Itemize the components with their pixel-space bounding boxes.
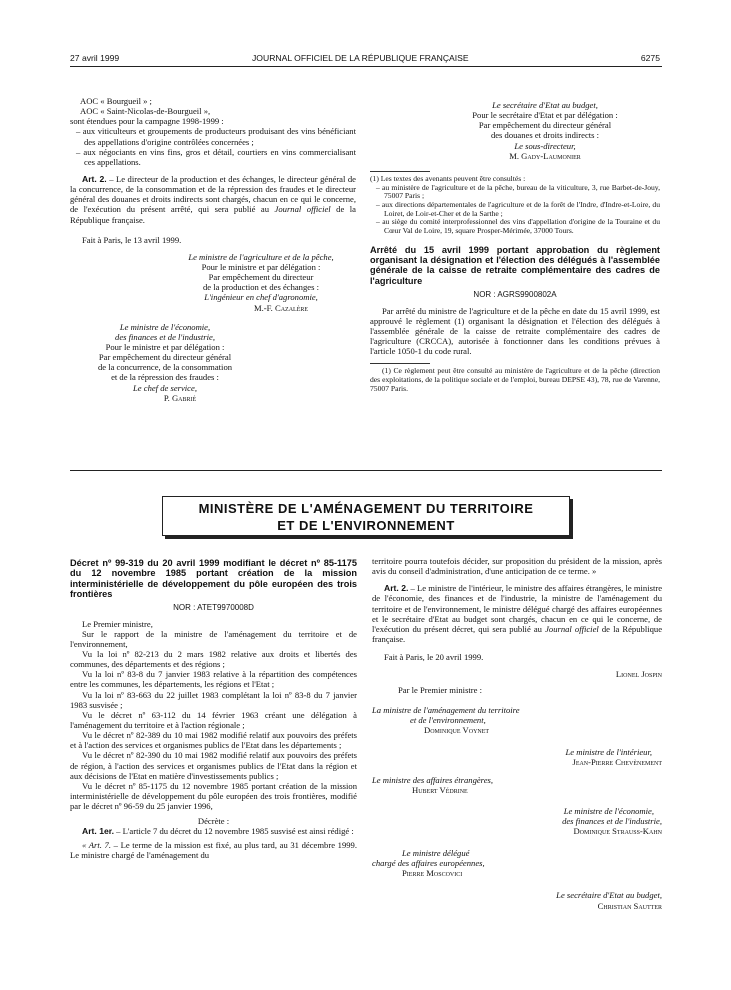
- sig-line: Le sous-directeur,: [514, 140, 576, 151]
- ministry-heading: ET DE L'ENVIRONNEMENT: [277, 518, 455, 533]
- sig-title: Le ministre de l'intérieur,: [565, 746, 652, 757]
- article-label: « Art. 7.: [82, 839, 111, 850]
- signature-block: [372, 890, 662, 910]
- sig-name: Jean-Pierre Chevènement: [572, 757, 662, 768]
- sig-title: La ministre de l'aménagement du territoire: [372, 704, 520, 715]
- footnote-line: (1) Les textes des avenants peuvent être consultés :: [370, 173, 526, 183]
- article-2: [372, 583, 662, 644]
- sig-title: Le ministre délégué: [402, 847, 470, 858]
- right-top-column: [370, 100, 660, 393]
- sig-line: Pour le ministre et par délégation :: [201, 261, 321, 272]
- journal-officiel-ref: Journal officiel: [274, 204, 331, 215]
- arrete-title: Arrêté du 15 avril 1999 portant approbation du règlement organisant la désignation et l'élection des délégués à l'assemblée générale de la caisse de retraite complémentaire des cadres de l'agriculture: [370, 244, 660, 286]
- nor-reference: NOR : ATET9970008D: [173, 603, 254, 613]
- page-header: [70, 52, 662, 67]
- paragraph: Le Premier ministre,: [82, 618, 153, 629]
- sig-name: Lionel Jospin: [615, 669, 662, 680]
- sig-line: de la concurrence, de la consommation: [97, 362, 233, 373]
- decret-title: Décret nº 99-319 du 20 avril 1999 modifiant le décret nº 85-1175 du 12 novembre 1985 portant création de la mission interministérielle de développement du pôle européen des trois frontières: [70, 558, 357, 599]
- sig-title: chargé des affaires européennes,: [372, 858, 485, 869]
- article-label: Art. 1er.: [82, 826, 115, 837]
- sig-line: Par empêchement du directeur général: [478, 120, 612, 131]
- decrete: Décrète :: [197, 816, 230, 827]
- sig-name: Hubert Védrine: [412, 785, 468, 796]
- signature-block: [166, 252, 356, 313]
- footnote-line: (1) Ce règlement peut être consulté au ministère de l'agriculture et de la pêche (direction des exploitations, de la politique sociale et de l'emploi, bureau DEPSE 43), 78, rue de Varenne, 75007 Paris.: [370, 366, 660, 393]
- article-text: de la République française.: [372, 623, 663, 644]
- signature-block: [372, 747, 662, 767]
- article-text: de la République française.: [70, 204, 356, 225]
- journal-officiel-ref: Journal officiel: [545, 623, 599, 634]
- nor-reference: NOR : AGRS9900802A: [473, 290, 557, 300]
- article-text: – Le directeur de la production et des échanges, le directeur général de la concurrence, de la consommation et de la répression des fraudes et le directeur général des douanes et droits indirects sont chargés, chacun en ce qui le concerne, de l'exécution du présent arrêté, qui sera publié au: [70, 173, 356, 215]
- sig-title: et de l'environnement,: [410, 714, 486, 725]
- paragraph: Par arrêté du ministre de l'agriculture et de la pêche en date du 15 avril 1999, est approuvé le règlement (1) organisant la désignation et l'élection des délégués à l'assemblée générale de la caisse de retraite complémentaire des cadres de l'agriculture (CRCCA), autorisée à fonctionner dans les conditions prévues à l'article 1050-1 du code rural.: [370, 305, 660, 357]
- article-text: – L'article 7 du décret du 12 novembre 1985 susvisé est ainsi rédigé :: [114, 826, 354, 837]
- sig-name: Dominique Strauss-Kahn: [573, 825, 662, 836]
- sig-line: Le chef de service,: [133, 382, 197, 393]
- left-bottom-column: [70, 558, 357, 860]
- paragraph: Vu le décret nº 82-389 du 10 mai 1982 modifié relatif aux pouvoirs des préfets et à l'action des services et organismes publics de l'Etat dans les départements ;: [70, 730, 357, 751]
- sig-line: Par empêchement du directeur: [208, 272, 314, 283]
- sig-title: Le secrétaire d'Etat au budget,: [492, 100, 598, 110]
- fait-a-paris: Fait à Paris, le 20 avril 1999.: [384, 652, 484, 663]
- sig-name: P. Gabrié: [163, 392, 197, 403]
- sig-line: Pour le ministre et par délégation :: [105, 341, 225, 352]
- sig-title: Le ministre des affaires étrangères,: [372, 775, 494, 786]
- fait-a-paris: Fait à Paris, le 13 avril 1999.: [82, 234, 182, 245]
- sig-title: Le ministre de l'agriculture et de la pêche,: [188, 251, 334, 262]
- sig-line: de la production et des échanges :: [203, 282, 319, 293]
- aoc-line: AOC « Bourgueil » ;: [80, 96, 152, 106]
- sig-name: Christian Sautter: [597, 900, 662, 911]
- footnote-divider: [370, 363, 430, 364]
- header-date: 27 avril 1999: [70, 53, 120, 63]
- sig-line: Pour le secrétaire d'Etat et par délégation :: [472, 110, 618, 121]
- sig-title: des finances et de l'industrie,: [562, 815, 662, 826]
- sig-line: Par empêchement du directeur général: [98, 352, 232, 363]
- sig-line: et de la répression des fraudes :: [111, 372, 219, 383]
- sig-line: Par le Premier ministre :: [398, 685, 483, 696]
- paragraph: sont étendues pour la campagne 1998-1999 :: [70, 116, 224, 127]
- ministry-heading-box: [162, 496, 570, 536]
- paragraph: Vu la loi nº 83-663 du 22 juillet 1983 complétant la loi nº 83-8 du 7 janvier 1983 susvisée ;: [70, 689, 357, 710]
- article-2: [70, 174, 356, 225]
- paragraph: Vu la loi nº 82-213 du 2 mars 1982 relative aux droits et libertés des communes, des départements et des régions ;: [70, 649, 357, 670]
- footnote-divider: [370, 171, 430, 172]
- sig-title: Le secrétaire d'Etat au budget,: [556, 890, 662, 901]
- sig-title: des finances et de l'industrie,: [115, 331, 215, 342]
- sig-name: M. Gady-Laumonier: [509, 150, 581, 161]
- sig-name: Dominique Voynet: [424, 724, 490, 735]
- signature-block: [70, 322, 260, 403]
- sig-line: des douanes et droits indirects :: [490, 130, 600, 141]
- signature-block: [372, 775, 662, 795]
- signature-block: [372, 705, 562, 735]
- signature-block: [430, 100, 660, 161]
- footnote-line: – au siège du comité interprofessionnel des vins d'appellation d'origine de la Touraine et du Cœur Val de Loire, 19, square Prosper-Mérimée, 37000 Tours.: [376, 217, 660, 236]
- footnote-line: – au ministère de l'agriculture et de la pêche, bureau de la viticulture, 3, rue Barbet-de-Jouy, 75007 Paris ;: [376, 182, 660, 201]
- list-item: – aux négociants en vins fins, gros et détail, courtiers en vins commercialisant ces appellations.: [76, 146, 356, 167]
- header-journal: JOURNAL OFFICIEL DE LA RÉPUBLIQUE FRANÇAISE: [252, 53, 469, 63]
- list-item: – aux viticulteurs et groupements de producteurs produisant des vins bénéficiant des appellations d'origine contrôlées concernées ;: [76, 126, 356, 147]
- article-1: [70, 826, 357, 836]
- paragraph: Vu le décret nº 63-112 du 14 février 1963 créant une délégation à l'aménagement du territoire et à l'action régionale ;: [70, 709, 357, 731]
- paragraph: Vu le décret nº 82-390 du 10 mai 1982 modifié relatif aux pouvoirs des préfets de région, à l'action des services et organismes publics de l'Etat dans la région et aux décisions de l'Etat en matière d'investissements publics ;: [70, 750, 357, 781]
- sig-name: M.-F. Cazalère: [253, 302, 309, 313]
- signature-block: [372, 848, 562, 878]
- article-text: – Le terme de la mission est fixé, au plus tard, au 31 décembre 1999. Le ministre chargé de l'aménagement du: [70, 839, 357, 860]
- footnote-line: – aux directions départementales de l'agriculture et de la forêt de l'Indre, d'Indre-et-Loire, du Loiret, de Loir-et-Cher et de la Sarthe ;: [376, 200, 660, 218]
- sig-title: Le ministre de l'économie,: [563, 805, 654, 816]
- paragraph: Vu le décret nº 85-1175 du 12 novembre 1985 portant création de la mission interministérielle de développement du pôle européen des trois frontières, modifié par le décret nº 96-59 du 25 janvier 1996,: [70, 780, 357, 812]
- section-divider: [70, 470, 662, 471]
- header-page-number: 6275: [640, 53, 660, 63]
- right-bottom-column: [372, 556, 662, 911]
- article-7: [70, 840, 357, 860]
- left-top-column: [70, 96, 356, 403]
- sig-title: Le ministre de l'économie,: [119, 321, 211, 332]
- signature-block: [372, 806, 662, 836]
- ministry-heading: MINISTÈRE DE L'AMÉNAGEMENT DU TERRITOIRE: [198, 501, 534, 516]
- paragraph: territoire pourra toutefois décider, sur proposition du président de la mission, après avis du conseil d'administration, d'une anticipation de ce terme. »: [372, 556, 662, 577]
- paragraph: Sur le rapport de la ministre de l'aménagement du territoire et de l'environnement,: [70, 628, 357, 649]
- article-label: Art. 2.: [82, 173, 107, 184]
- article-label: Art. 2.: [384, 583, 409, 594]
- article-text: – Le ministre de l'intérieur, le ministre des affaires étrangères, le ministre de l'économie, des finances et de l'industrie, la ministre de l'aménagement du territoire et de l'environnement, le ministre délégué chargé des affaires européennes et le secrétaire d'Etat au budget sont chargés, chacun en ce qui le concerne, de l'exécution du présent décret, qui sera publié au: [372, 583, 663, 634]
- sig-name: Pierre Moscovici: [402, 868, 463, 879]
- paragraph: Vu la loi nº 83-8 du 7 janvier 1983 relative à la répartition des compétences entre les communes, les départements, les régions et l'Etat ;: [70, 669, 357, 690]
- footnote-block: [370, 175, 660, 236]
- aoc-line: AOC « Saint-Nicolas-de-Bourgueil »,: [80, 106, 211, 117]
- sig-line: L'ingénieur en chef d'agronomie,: [204, 292, 318, 303]
